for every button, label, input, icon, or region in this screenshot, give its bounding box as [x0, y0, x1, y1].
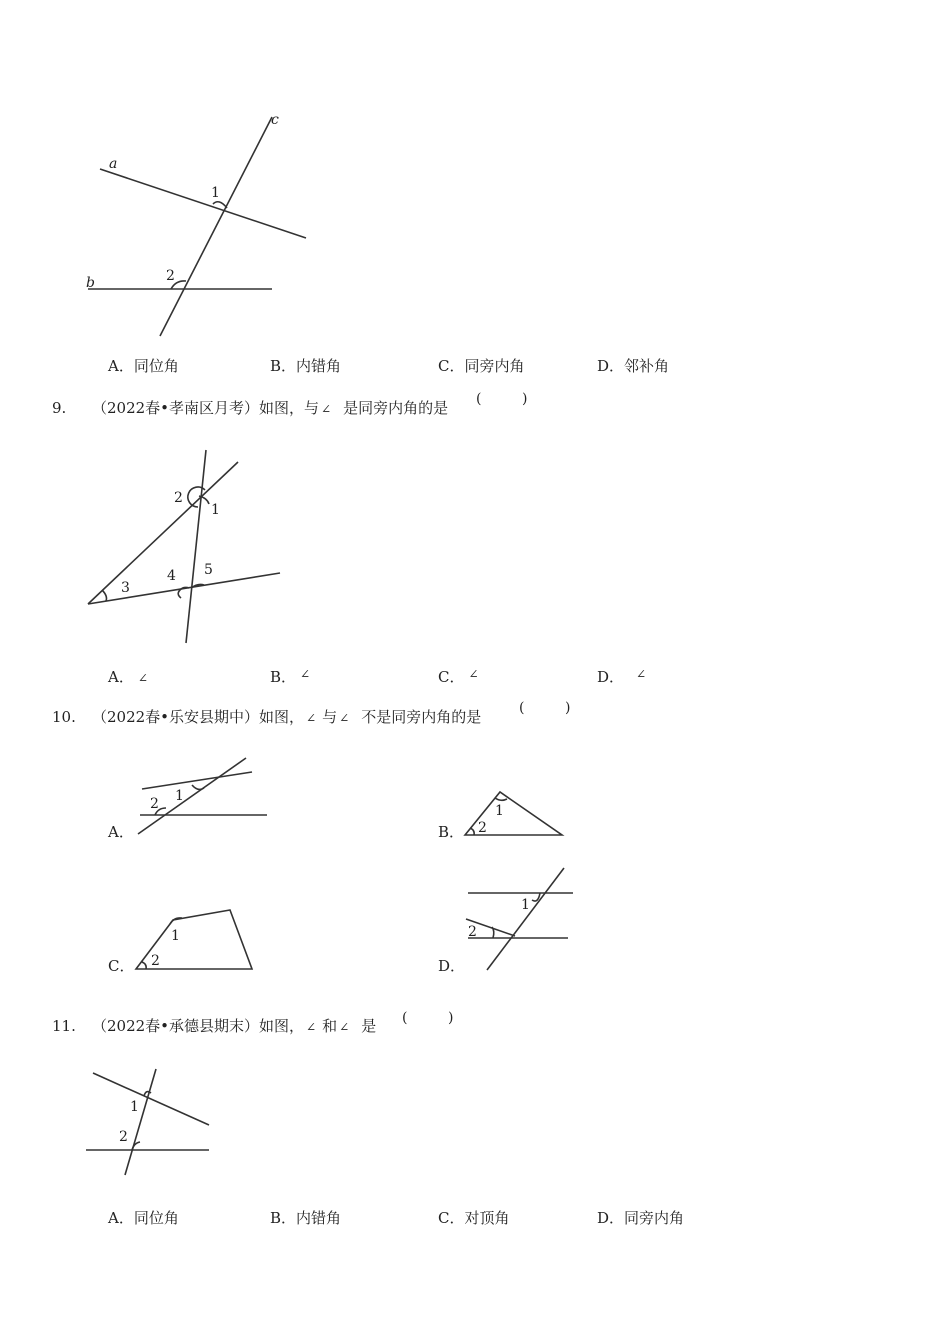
q10-label-d[interactable]: D． [438, 957, 466, 975]
q8-option-a[interactable] [108, 355, 179, 376]
option-text: 对顶角 [464, 1209, 510, 1227]
label-4: 4 [167, 568, 176, 584]
label-1: 1 [495, 803, 504, 819]
option-text: 同旁内角 [624, 1209, 685, 1227]
answer-paren-close: ) [522, 391, 528, 407]
stem-part: 是 [361, 1017, 377, 1035]
label-2: 2 [119, 1129, 128, 1145]
question-source: （2022春•孝南区月考） [92, 399, 260, 417]
answer-paren-open: ( [402, 1010, 408, 1026]
option-text: 同位角 [133, 357, 179, 375]
label-1: 1 [171, 928, 180, 944]
answer-paren-open: ( [476, 391, 482, 407]
line-transversal [125, 1069, 156, 1175]
q9-figure [0, 430, 950, 650]
label-2: 2 [166, 268, 175, 284]
q8-option-b[interactable] [270, 355, 341, 376]
label-2: 2 [478, 820, 487, 836]
option-letter: D． [597, 1209, 625, 1227]
option-text: ∠ [137, 671, 148, 685]
q9-option-d[interactable] [597, 666, 646, 687]
label-1: 1 [211, 502, 220, 518]
label-1: 1 [130, 1099, 139, 1115]
label-1: 1 [521, 897, 530, 913]
angle-3-arc [102, 590, 107, 601]
label-2: 2 [151, 953, 160, 969]
option-letter: D． [597, 668, 625, 686]
label-2: 2 [468, 924, 477, 940]
stem-part: 和 [322, 1017, 338, 1035]
q9-stem [52, 397, 448, 418]
q11-option-d[interactable] [597, 1207, 684, 1228]
q11-option-c[interactable] [438, 1207, 510, 1228]
label-1: 1 [175, 788, 184, 804]
angle-symbol: ∠ [306, 711, 317, 725]
label-5: 5 [204, 562, 213, 578]
q9-option-b[interactable] [270, 666, 310, 687]
option-text: 内错角 [296, 357, 342, 375]
stem-part: 是同旁内角的是 [343, 399, 449, 417]
option-letter: B． [270, 357, 297, 375]
q10-label-c[interactable]: C． [108, 957, 135, 975]
question-number: 9. [52, 399, 67, 417]
stem-part: 如图，与 [259, 399, 320, 417]
option-text: 内错角 [296, 1209, 342, 1227]
angle-symbol: ∠ [306, 1020, 317, 1034]
label-c: c [271, 112, 279, 128]
line-transversal [186, 450, 206, 643]
q9-option-a[interactable] [108, 666, 148, 687]
option-letter: C． [438, 357, 465, 375]
answer-paren-close: ) [448, 1010, 454, 1026]
question-source: （2022春•乐安县期中） [92, 708, 260, 726]
q11-option-b[interactable] [270, 1207, 341, 1228]
option-letter: C． [438, 668, 465, 686]
question-number: 10. [52, 708, 76, 726]
q10-figure-b [455, 780, 575, 840]
q8-option-d[interactable] [597, 355, 669, 376]
option-text: ∠ [300, 667, 311, 681]
angle-symbol: ∠ [321, 402, 332, 416]
q8-figure [0, 0, 950, 350]
label-b: b [86, 275, 95, 291]
option-letter: B． [270, 668, 297, 686]
q10-figure-d [455, 860, 585, 975]
label-2: 2 [174, 490, 183, 506]
option-letter: A． [108, 357, 134, 375]
angle-symbol: ∠ [339, 711, 350, 725]
option-letter: C． [438, 1209, 465, 1227]
line-c [160, 117, 272, 336]
stem-part: 如图， [259, 708, 305, 726]
option-letter: D． [597, 357, 625, 375]
q10-stem [52, 706, 481, 727]
label-a: a [109, 156, 118, 172]
option-letter: B． [270, 1209, 297, 1227]
stem-part: 如图， [259, 1017, 305, 1035]
option-text: ∠ [468, 667, 479, 681]
option-letter: A． [108, 1209, 134, 1227]
label-2: 2 [150, 796, 159, 812]
question-source: （2022春•承德县期末） [92, 1017, 260, 1035]
option-letter: A． [108, 668, 134, 686]
line-a [100, 169, 306, 238]
stem-part: 不是同旁内角的是 [361, 708, 482, 726]
q9-option-c[interactable] [438, 666, 479, 687]
q10-figure-a [130, 750, 280, 840]
q11-option-a[interactable] [108, 1207, 179, 1228]
q10-label-a[interactable]: A． [108, 823, 134, 841]
q8-option-c[interactable] [438, 355, 525, 376]
q10-figure-c [130, 900, 270, 980]
answer-paren-close: ) [565, 700, 571, 716]
label-1: 1 [211, 185, 220, 201]
option-text: 同旁内角 [464, 357, 525, 375]
q11-figure [0, 1060, 950, 1180]
label-3: 3 [121, 580, 130, 596]
answer-paren-open: ( [519, 700, 525, 716]
q10-label-b[interactable]: B． [438, 823, 465, 841]
q11-stem [52, 1015, 376, 1036]
option-text: 同位角 [133, 1209, 179, 1227]
angle-symbol: ∠ [339, 1020, 350, 1034]
question-number: 11. [52, 1017, 76, 1035]
line-upper [93, 1073, 209, 1125]
option-text: 邻补角 [624, 357, 670, 375]
option-text: ∠ [636, 667, 647, 681]
stem-part: 与 [322, 708, 338, 726]
